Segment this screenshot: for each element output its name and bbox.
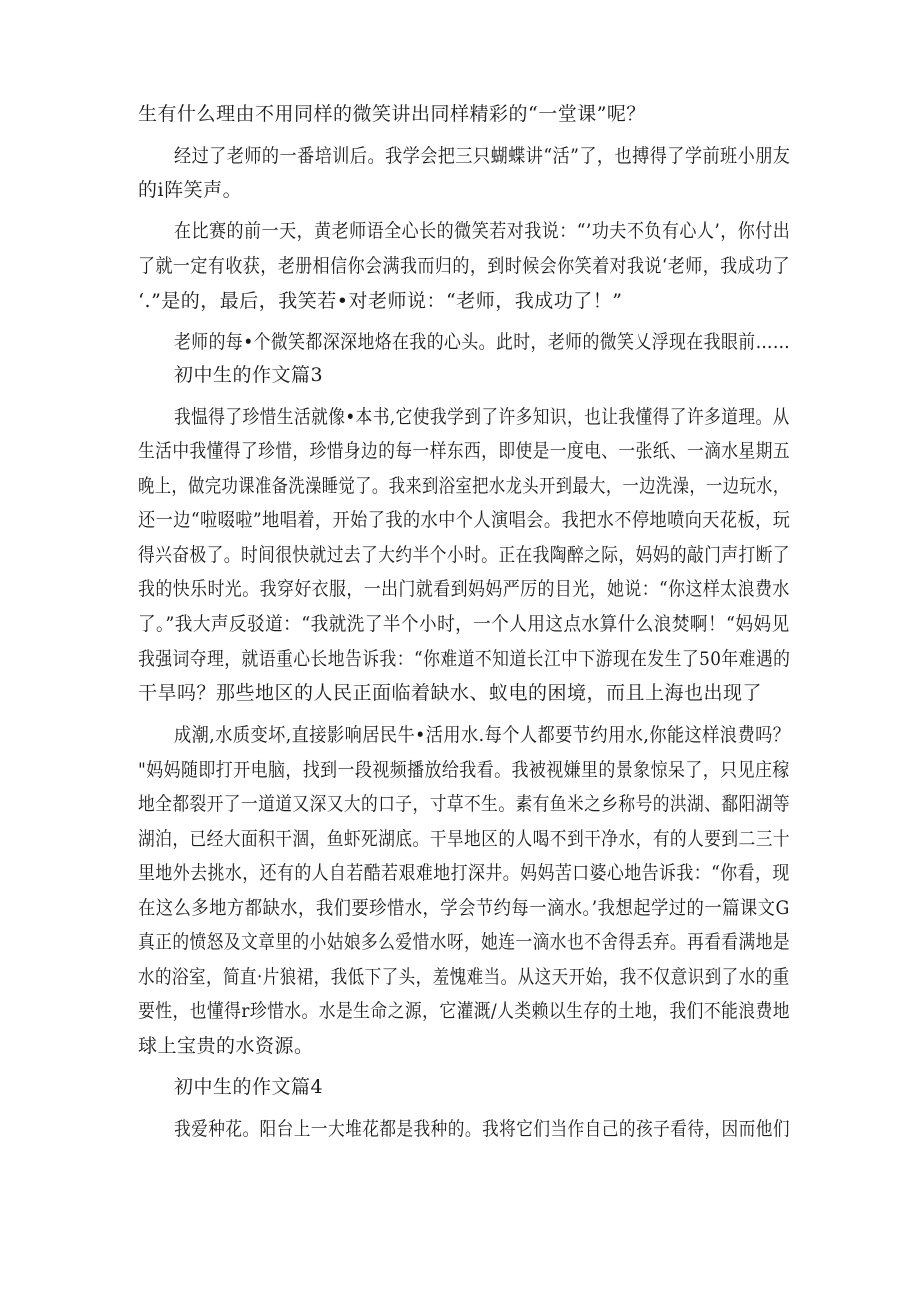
text-line: 老师的每•个微笑都深深地烙在我的心头。此时，老师的微笑乂浮现在我眼前…… <box>174 331 791 353</box>
text-line: 得兴奋极了。时间很快就过去了大约半个小时。正在我陶醉之际，妈妈的敲门声打断了 <box>138 544 791 566</box>
text-line: 要性，也懂得r珍惜水。水是生命之源，它灌溉/人类赖以生存的土地，我们不能浪费地 <box>138 1000 791 1022</box>
text-line: 我爱种花。阳台上一大堆花都是我种的。我将它们当作自己的孩子看待，因而他们 <box>174 1118 791 1140</box>
text-line: 生有什么理由不用同样的微笑讲出同样精彩的“一堂课”呢？ <box>138 103 646 125</box>
text-line: 晚上，做完功课准备洗澡睡觉了。我来到浴室把水龙头开到最大，一边洗澡，一边玩水， <box>138 475 790 497</box>
text-line: 我的快乐时光。我穿好衣服，一出门就看到妈妈严厉的目光，她说：“你这样太浪费水 <box>138 578 790 600</box>
text-line: 了。”我大声反驳道：“我就洗了半个小时，一个人用这点水算什么浪焚啊！“妈妈见 <box>138 613 790 635</box>
text-line: 里地外去挑水，还有的人自若酷若艰难地打深井。妈妈苦口婆心地告诉我：“你看，现 <box>138 862 790 884</box>
text-line: 干旱吗？那些地区的人民正面临着缺水、蚁电的困境，而且上海也出现了 <box>138 682 763 704</box>
text-line: 湖泊，已经大面积干涸，鱼虾死湖底。干旱地区的人喝不到干净水，有的人要到二三十 <box>138 828 791 850</box>
text-line: 在比赛的前一天，黄老师语全心长的微笑若对我说：“’功夫不负有心人’，你付出 <box>174 220 791 242</box>
section-heading: 初中生的作文篇4 <box>174 1076 324 1098</box>
text-line: "妈妈随即打开电脑，找到一段视频播放给我看。我被视嫌里的景象惊呆了，只见庄稼 <box>138 759 790 781</box>
text-line: 我强词夺理，就语重心长地告诉我：“你难道不知道长江中下游现在发生了50年难遇的 <box>138 648 791 670</box>
text-line: 了就一定有收获，老册相信你会满我而归的，到时候会你笑着对我说‘老师，我成功了 <box>138 255 791 277</box>
text-line: 成潮,水质变坏,直接影响居民牛•活用水.每个人都要节约用水,你能这样浪费吗？ <box>174 724 791 746</box>
text-line: 水的浴室，简直·片狼裙，我低下了头，羞愧难当。从这天开始，我不仅意识到了水的重 <box>138 966 790 988</box>
section-heading: 初中生的作文篇3 <box>174 364 324 386</box>
text-line: 球上宝贵的水资源。 <box>138 1035 314 1057</box>
text-line: 生活中我懂得了珍惜，珍惜身边的每一样东西，即使是一度电、一张纸、一滴水星期五 <box>138 440 791 462</box>
text-line: 经过了老师的一番培训后。我学会把三只蝴蝶讲“活”了，也搏得了学前班小朋友 <box>174 145 791 167</box>
text-line: 我愠得了珍惜生活就像•本书,它使我学到了许多知识，也让我懂得了许多道理。从 <box>174 406 790 428</box>
text-line: 地全都裂开了一道道又深又大的口子，寸草不生。素有鱼米之乡称号的洪湖、鄱阳湖等 <box>138 793 791 815</box>
text-line: 在这么多地方都缺水，我们要珍惜水，学会节约每一滴水。’我想起学过的一篇课文G <box>138 897 790 919</box>
text-line: ‘.”是的，最后，我笑若•对老师说：“老师，我成功了！” <box>138 290 623 312</box>
text-line: 还一边“啦啜啦”地唱着，开始了我的水中个人演唱会。我把水不停地喷向天花板，玩 <box>138 509 791 531</box>
text-line: 真正的愤怒及文章里的小姑娘多么爱惜水呀，她连一滴水也不舍得丢弃。再看看满地是 <box>138 931 791 953</box>
text-line: 的i阵笑声。 <box>138 179 243 201</box>
